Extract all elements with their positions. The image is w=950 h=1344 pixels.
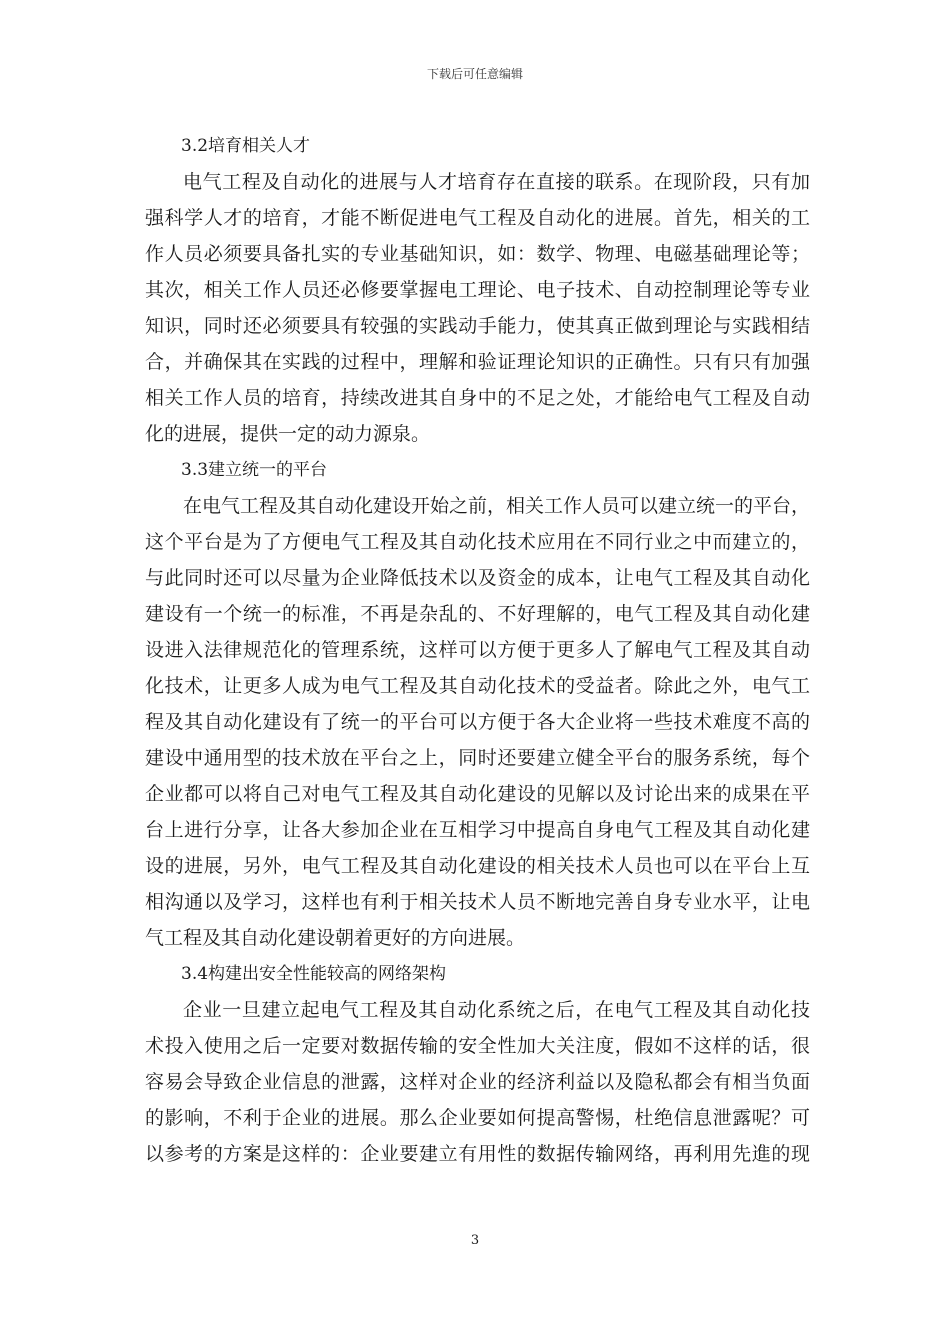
paragraph-line: 强科学人才的培育，才能不断促进电气工程及自动化的进展。首先，相关的工 xyxy=(145,207,810,229)
section-3-2 xyxy=(145,128,810,452)
paragraph-line: 设的进展，另外，电气工程及其自动化建设的相关技术人员也可以在平台上互 xyxy=(145,855,810,877)
section-3-4 xyxy=(145,956,810,1172)
section-3-3 xyxy=(145,452,810,956)
paragraph-line: 相沟通以及学习，这样也有利于相关技术人员不断地完善自身专业水平，让电 xyxy=(145,891,810,913)
paragraph-line: 的影响，不利于企业的进展。那么企业要如何提高警惕，杜绝信息泄露呢？可 xyxy=(145,1107,810,1129)
paragraph-line: 在电气工程及其自动化建设开始之前，相关工作人员可以建立统一的平台， xyxy=(183,495,811,517)
paragraph-line: 与此同时还可以尽量为企业降低技术以及资金的成本，让电气工程及其自动化 xyxy=(145,567,810,589)
section-heading: 3.2培育相关人才 xyxy=(181,136,311,156)
paragraph-line: 合，并确保其在实践的过程中，理解和验证理论知识的正确性。只有只有加强 xyxy=(145,351,810,373)
paragraph-line: 设进入法律规范化的管理系统，这样可以方便于更多人了解电气工程及其自动 xyxy=(145,639,810,661)
paragraph-line: 企业一旦建立起电气工程及其自动化系统之后，在电气工程及其自动化技 xyxy=(183,999,810,1021)
page-header: 下载后可任意编辑 xyxy=(426,67,523,81)
paragraph-line: 电气工程及自动化的进展与人才培育存在直接的联系。在现阶段，只有加 xyxy=(183,171,810,193)
paragraph-line: 气工程及其自动化建设朝着更好的方向进展。 xyxy=(145,927,526,949)
paragraph-line: 知识，同时还必须要具有较强的实践动手能力，使其真正做到理论与实践相结 xyxy=(145,315,810,337)
paragraph-line: 这个平台是为了方便电气工程及其自动化技术应用在不同行业之中而建立的， xyxy=(145,531,810,553)
paragraph-line: 其次，相关工作人员还必修要掌握电工理论、电子技术、自动控制理论等专业 xyxy=(145,279,810,301)
paragraph-line: 建设有一个统一的标准，不再是杂乱的、不好理解的，电气工程及其自动化建 xyxy=(145,603,810,625)
paragraph-line: 企业都可以将自己对电气工程及其自动化建设的见解以及讨论出来的成果在平 xyxy=(145,783,810,805)
paragraph-line: 术投入使用之后一定要对数据传输的安全性加大关注度，假如不这样的话，很 xyxy=(145,1035,810,1057)
paragraph-line: 作人员必须要具备扎实的专业基础知识，如：数学、物理、电磁基础理论等； xyxy=(145,243,810,265)
page-number: 3 xyxy=(470,1233,480,1248)
paragraph-line: 建设中通用型的技术放在平台之上，同时还要建立健全平台的服务系统，每个 xyxy=(145,747,810,769)
document-body xyxy=(145,128,810,1172)
section-heading: 3.4构建出安全性能较高的网络架构 xyxy=(181,964,447,984)
paragraph-line: 以参考的方案是这样的：企业要建立有用性的数据传输网络，再利用先進的现 xyxy=(145,1143,810,1165)
paragraph-line: 化的进展，提供一定的动力源泉。 xyxy=(145,423,431,445)
paragraph-line: 程及其自动化建设有了统一的平台可以方便于各大企业将一些技术难度不高的 xyxy=(145,711,810,733)
paragraph-line: 化技术，让更多人成为电气工程及其自动化技术的受益者。除此之外，电气工 xyxy=(145,675,810,697)
paragraph-line: 台上进行分享，让各大参加企业在互相学习中提高自身电气工程及其自动化建 xyxy=(145,819,810,841)
paragraph-line: 相关工作人员的培育，持续改进其自身中的不足之处，才能给电气工程及自动 xyxy=(145,387,810,409)
paragraph-line: 容易会导致企业信息的泄露，这样对企业的经济利益以及隐私都会有相当负面 xyxy=(145,1071,810,1093)
section-heading: 3.3建立统一的平台 xyxy=(181,460,328,480)
